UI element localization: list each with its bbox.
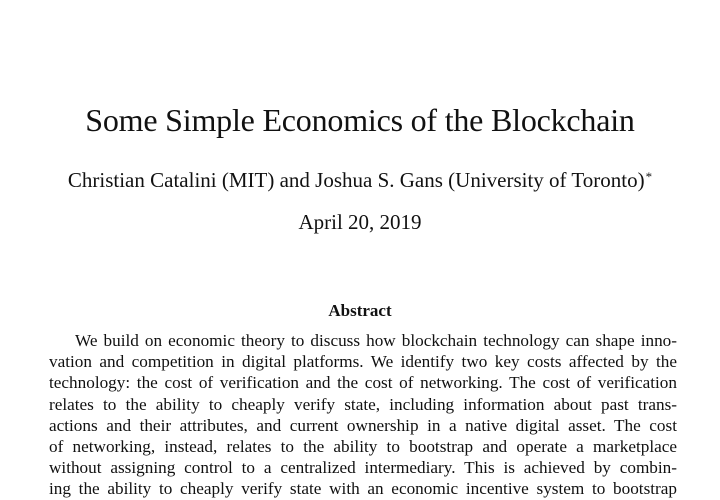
abstract-line: technology: the cost of verification and the cost of networking. The cost of verification — [49, 373, 677, 393]
abstract-heading: Abstract — [328, 301, 392, 320]
abstract-line: without assigning control to a centralized intermediary. This is achieved by combin- — [49, 458, 677, 478]
abstract-line: of networking, instead, relates to the ability to bootstrap and operate a marketplace — [49, 436, 677, 456]
abstract-line: relates to the ability to cheaply verify state, including information about past trans- — [49, 394, 677, 414]
author-names: Christian Catalini (MIT) and Joshua S. Gans (University of Toronto) — [67, 168, 645, 192]
paper-date: April 20, 2019 — [298, 210, 422, 234]
abstract-line: We build on economic theory to discuss how blockchain technology can shape inno- — [75, 331, 677, 350]
paper-title: Some Simple Economics of the Blockchain — [85, 102, 635, 138]
abstract-line: actions and their attributes, and current ownership in a native digital asset. The cost — [49, 415, 677, 435]
paper-authors — [0, 166, 720, 194]
abstract-line: vation and competition in digital platforms. We identify two key costs affected by the — [49, 352, 677, 372]
abstract-body — [49, 330, 677, 500]
abstract-line: ing the ability to cheaply verify state with an economic incentive system to bootstrap — [49, 479, 677, 499]
author-footnote-mark: * — [645, 169, 653, 184]
